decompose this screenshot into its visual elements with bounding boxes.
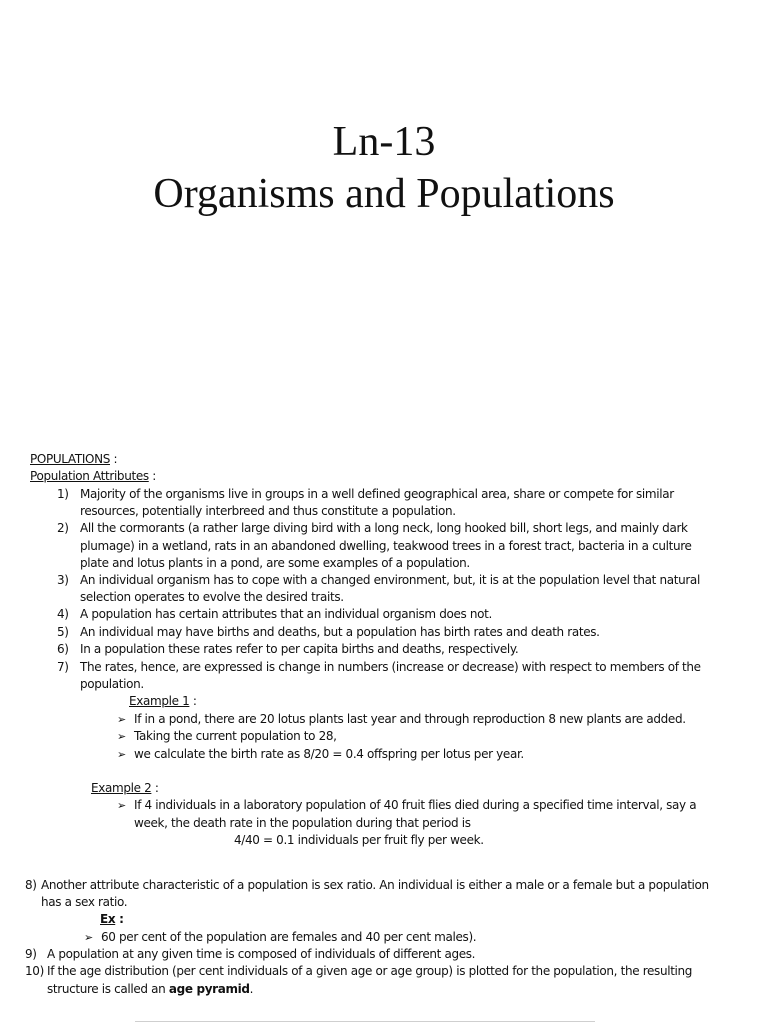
arrow-bullet-icon: ➢ — [117, 748, 126, 761]
point-number: 10) — [25, 964, 44, 978]
point-number: 2) — [57, 521, 69, 535]
point-text: A population at any given time is composed of individuals of different ages. — [47, 947, 476, 961]
age-pyramid-term: age pyramid — [168, 982, 250, 996]
point-text: plumage) in a wetland, rats in an abandoned dwelling, teakwood trees in a forest tract, bacteria in a culture — [80, 539, 692, 553]
point-number: 8) — [25, 878, 37, 892]
lesson-number: Ln-13 — [332, 119, 436, 165]
point-text: Majority of the organisms live in groups in a well defined geographical area, share or compete for similar — [80, 487, 674, 501]
populations-heading: POPULATIONS : — [30, 452, 118, 466]
death-rate-formula: 4/40 = 0.1 individuals per fruit fly per week. — [234, 833, 484, 847]
point-number: 4) — [57, 607, 69, 621]
lesson-title: Organisms and Populations — [153, 171, 615, 217]
ex-bullet: 60 per cent of the population are females and 40 per cent males). — [101, 930, 477, 944]
point-text: Another attribute characteristic of a population is sex ratio. An individual is either a male or a female but a population — [41, 878, 709, 892]
attributes-heading: Population Attributes : — [30, 469, 156, 483]
arrow-bullet-icon: ➢ — [84, 931, 93, 944]
point-text: A population has certain attributes that an individual organism does not. — [80, 607, 492, 621]
point-text: An individual organism has to cope with a changed environment, but, it is at the population level that natural — [80, 573, 700, 587]
example-1-label: Example 1 : — [129, 694, 197, 708]
page-edge-divider — [135, 1021, 595, 1022]
example-1-bullet: Taking the current population to 28, — [134, 729, 337, 743]
point-number: 7) — [57, 660, 69, 674]
point-text: An individual may have births and deaths, but a population has birth rates and death rates. — [80, 625, 600, 639]
example-1-bullet: we calculate the birth rate as 8/20 = 0.4 offspring per lotus per year. — [134, 747, 524, 761]
point-text: has a sex ratio. — [41, 895, 128, 909]
point-number: 5) — [57, 625, 69, 639]
point-text: All the cormorants (a rather large diving bird with a long neck, long hooked bill, short legs, and mainly dark — [80, 521, 688, 535]
point-text: resources, potentially interbreed and thus constitute a population. — [80, 504, 456, 518]
point-text: selection operates to evolve the desired traits. — [80, 590, 344, 604]
point-text: In a population these rates refer to per capita births and deaths, respectively. — [80, 642, 519, 656]
ex-label: Ex : — [100, 912, 124, 926]
point-number: 1) — [57, 487, 69, 501]
point-text: plate and lotus plants in a pond, are some examples of a population. — [80, 556, 470, 570]
point-text: population. — [80, 677, 144, 691]
point-number: 6) — [57, 642, 69, 656]
arrow-bullet-icon: ➢ — [117, 799, 126, 812]
arrow-bullet-icon: ➢ — [117, 730, 126, 743]
example-2-label: Example 2 : — [91, 781, 159, 795]
example-2-bullet: week, the death rate in the population during that period is — [134, 816, 471, 830]
point-number: 3) — [57, 573, 69, 587]
point-text: The rates, hence, are expressed is change in numbers (increase or decrease) with respect to members of the — [80, 660, 701, 674]
example-1-bullet: If in a pond, there are 20 lotus plants last year and through reproduction 8 new plants are added. — [134, 712, 686, 726]
point-text: structure is called an age pyramid. — [47, 982, 254, 996]
arrow-bullet-icon: ➢ — [117, 713, 126, 726]
point-number: 9) — [25, 947, 37, 961]
example-2-bullet: If 4 individuals in a laboratory population of 40 fruit flies died during a specified time interval, say a — [134, 798, 697, 812]
point-text: If the age distribution (per cent individuals of a given age or age group) is plotted for the population, the resulting — [47, 964, 693, 978]
